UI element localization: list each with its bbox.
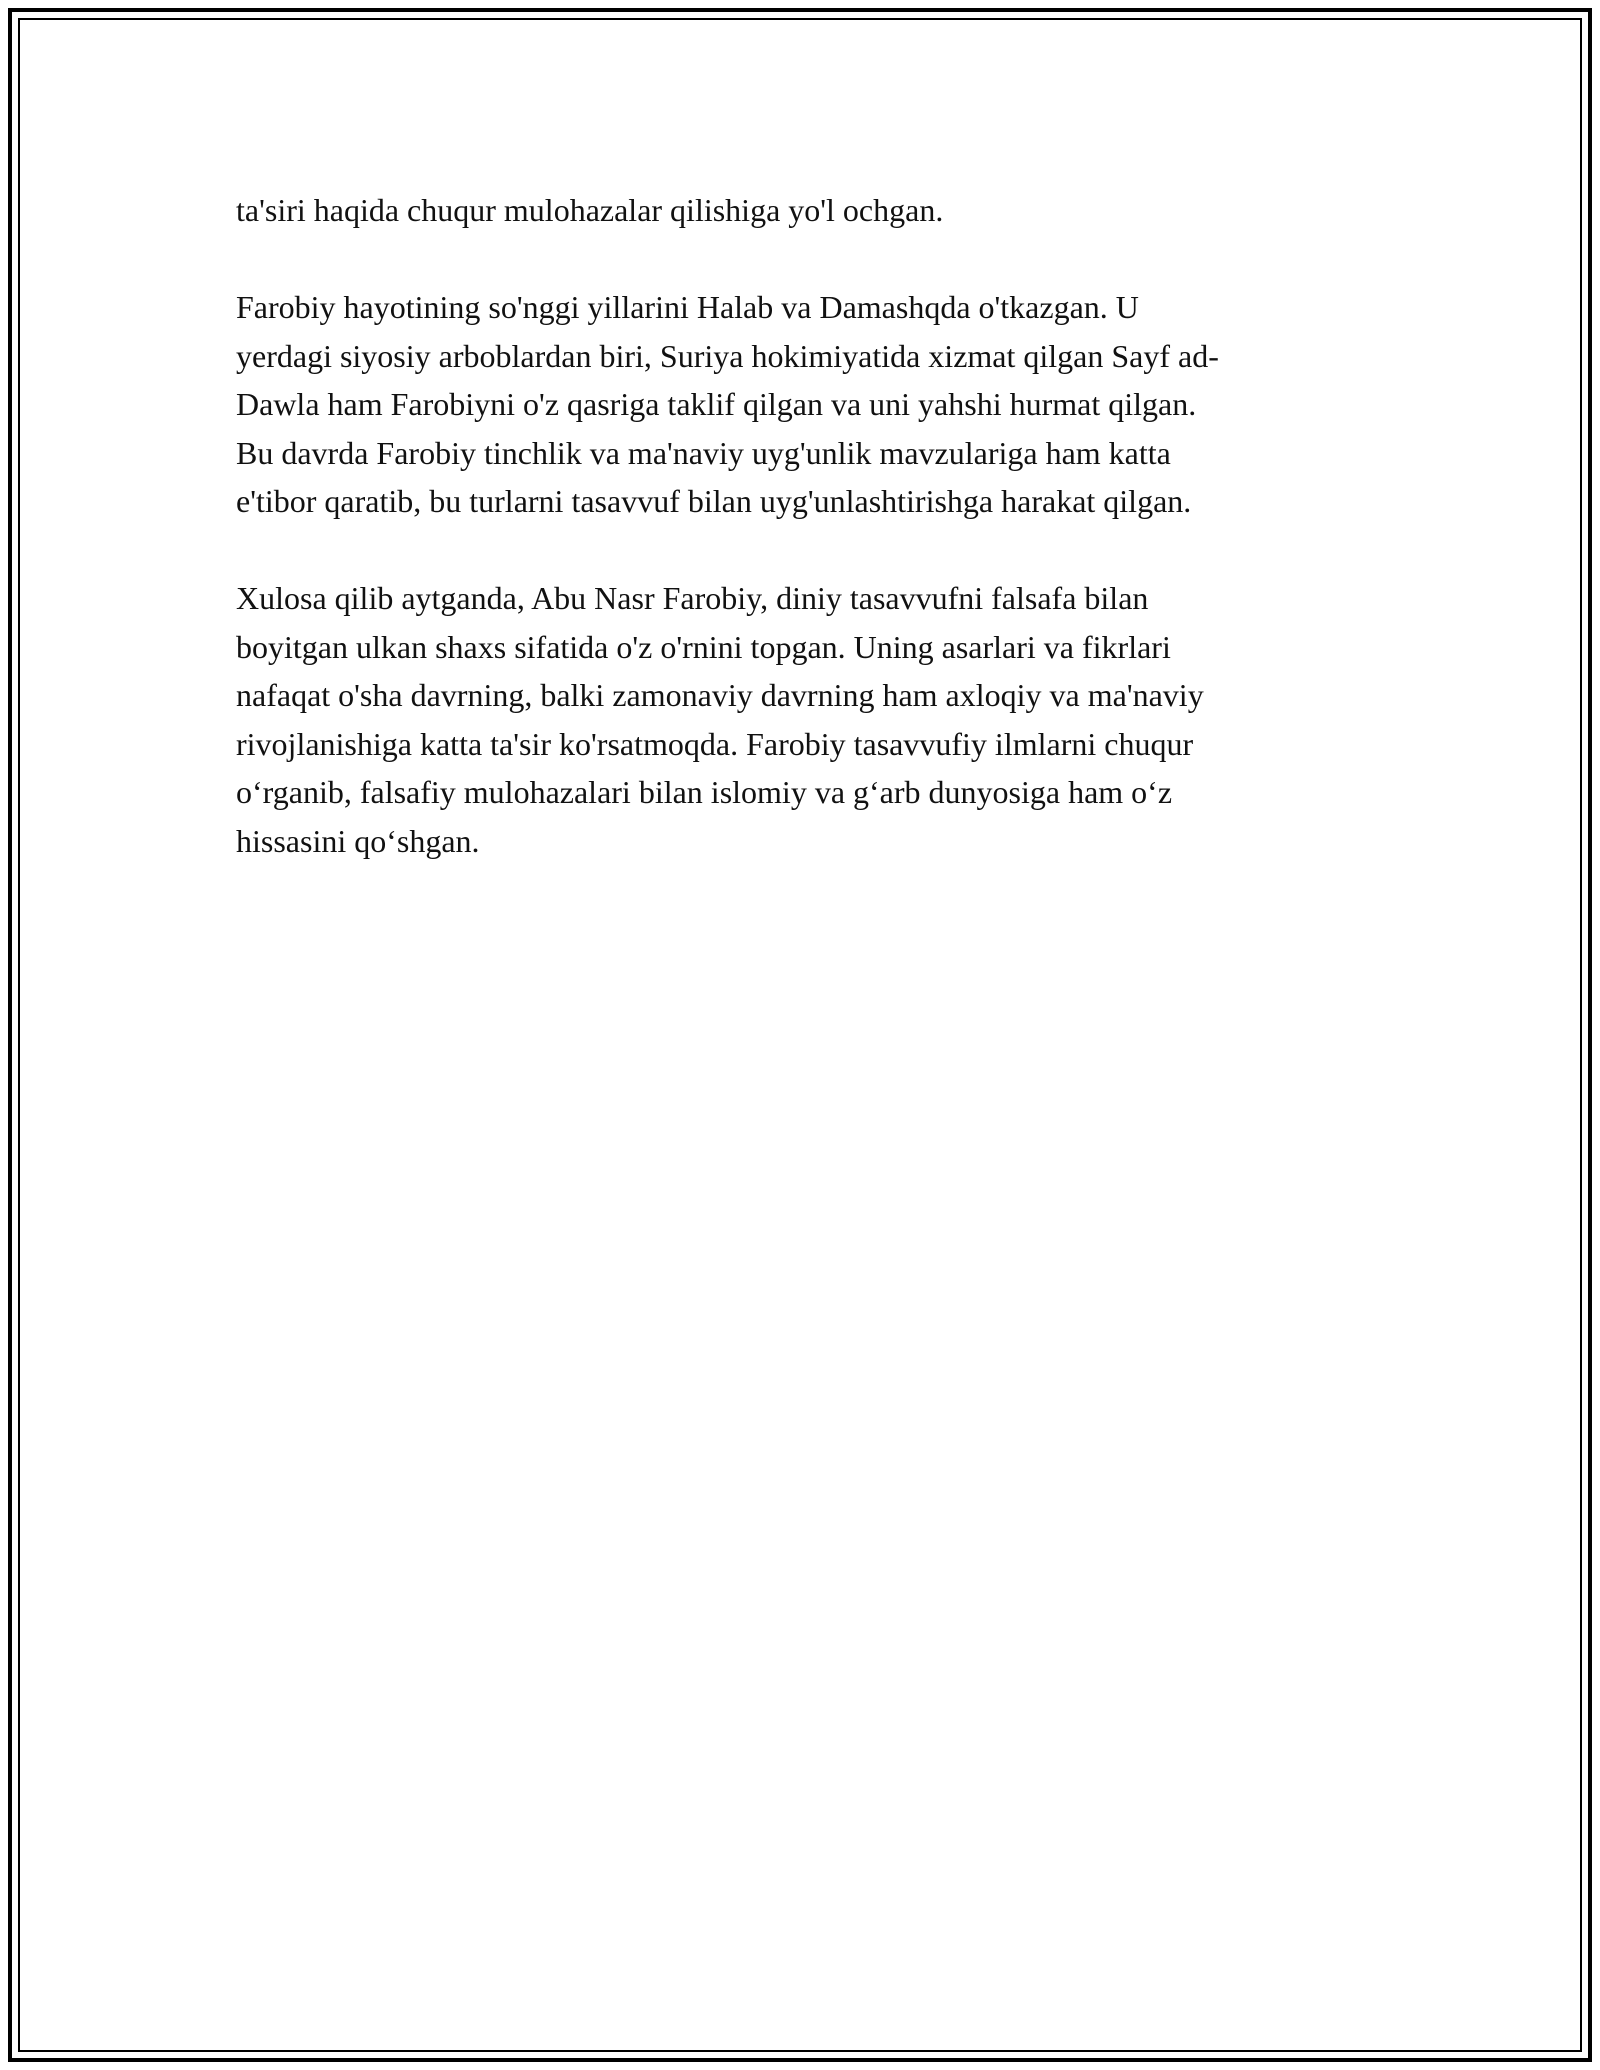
paragraph-continuation: ta'siri haqida chuqur mulohazalar qilishiga yo'l ochgan. <box>236 192 944 228</box>
document-body <box>236 186 1366 914</box>
paragraph-conclusion: Xulosa qilib aytganda, Abu Nasr Farobiy, diniy tasavvufni falsafa bilan boyitgan ulkan shaxs sifatida o'z o'rnini topgan. Uning asarlari va fikrlari nafaqat o'sha davrning, balki zamonaviy davrning ham axloqiy va ma'naviy rivojlanishiga katta ta'sir ko'rsatmoqda. Farobiy tasavvufiy ilmlarni chuqur o‘rganib, falsafiy mulohazalari bilan islomiy va g‘arb dunyosiga ham o‘z hissasini qo‘shgan. <box>236 580 1204 859</box>
paragraph-later-years: Farobiy hayotining so'nggi yillarini Halab va Damashqda o'tkazgan. U yerdagi siyosiy arboblardan biri, Suriya hokimiyatida xizmat qilgan Sayf ad- Dawla ham Farobiyni o'z qasriga taklif qilgan va uni yahshi hurmat qilgan. Bu davrda Farobiy tinchlik va ma'naviy uyg'unlik mavzulariga ham katta e'tibor qaratib, bu turlarni tasavvuf bilan uyg'unlashtirishga harakat qilgan. <box>236 289 1219 519</box>
